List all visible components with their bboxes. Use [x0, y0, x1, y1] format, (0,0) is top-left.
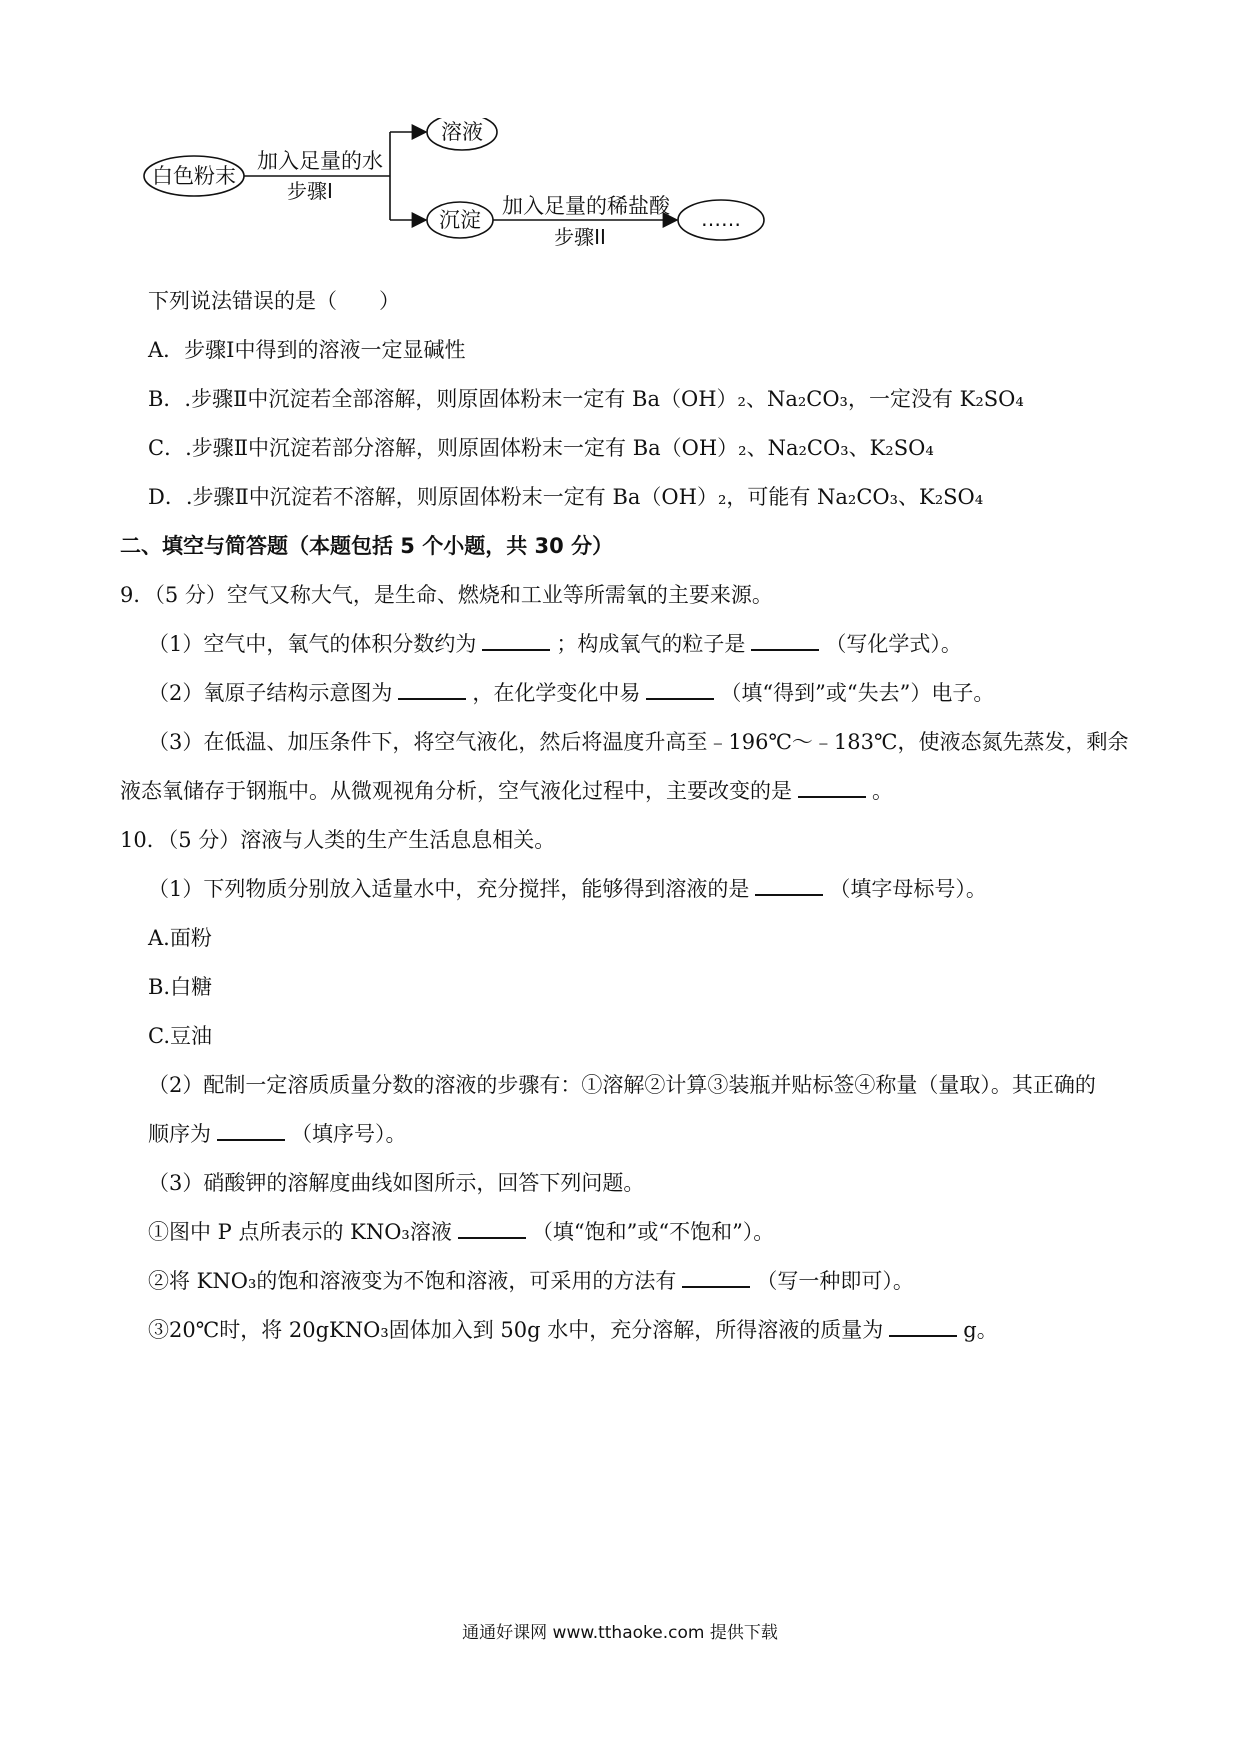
q9-part1-text-b: ；构成氧气的粒子是: [556, 632, 746, 656]
q8-stem: 下列说法错误的是（ ）: [148, 289, 400, 313]
q10-option-c: C.豆油: [148, 1024, 212, 1048]
footer-download-note: 通通好课网 www.tthaoke.com 提供下载: [462, 1623, 778, 1643]
q10-option-b: B.白糖: [148, 975, 213, 999]
q10-sub3-text-b: g。: [963, 1318, 998, 1342]
q9-part3-text-c: 。: [872, 779, 893, 803]
q10-part2-text-c: （填序号）。: [291, 1122, 407, 1146]
q9-part1-text-c: （写化学式）。: [825, 632, 962, 656]
step1-reagent: 加入足量的水: [257, 149, 383, 173]
q10-part2-line1: （2）配制一定溶质质量分数的溶液的步骤有：①溶解②计算③装瓶并贴标签④称量（量取）。其正确的: [148, 1073, 1096, 1097]
q9-stem: 9．（5 分）空气又称大气，是生命、燃烧和工业等所需氧的主要来源。: [120, 583, 773, 607]
answer-blank[interactable]: [458, 1217, 526, 1239]
precipitate-label: 沉淀: [439, 208, 481, 232]
q10-part1-text-a: （1）下列物质分别放入适量水中，充分搅拌，能够得到溶液的是: [148, 877, 750, 901]
q9-part2: [148, 678, 994, 708]
answer-blank[interactable]: [682, 1266, 750, 1288]
q10-sub1: [148, 1217, 774, 1247]
q8-option-d: D．.步骤Ⅱ中沉淀若不溶解，则原固体粉末一定有 Ba（OH）₂，可能有 Na₂CO₃、K₂SO₄: [148, 485, 984, 509]
q9-part3-line2: [120, 776, 893, 806]
q8-option-a: A．步骤Ⅰ中得到的溶液一定显碱性: [148, 338, 466, 362]
q10-sub3: [148, 1315, 998, 1345]
answer-blank[interactable]: [646, 678, 714, 700]
q10-sub3-text-a: ③20℃时，将 20gKNO₃固体加入到 50g 水中，充分溶解，所得溶液的质量为: [148, 1318, 884, 1342]
q10-sub2-text-b: （写一种即可）。: [756, 1269, 914, 1293]
q10-part3: （3）硝酸钾的溶解度曲线如图所示，回答下列问题。: [148, 1171, 645, 1195]
step2-label: 步骤II: [554, 225, 606, 249]
q10-part1: [148, 874, 987, 904]
q10-part2-text-b: 顺序为: [148, 1122, 211, 1146]
white-powder-label: 白色粉末: [152, 164, 236, 188]
q9-part2-text-c: （填“得到”或“失去”）电子。: [720, 681, 995, 705]
step2-reagent: 加入足量的稀盐酸: [502, 194, 670, 218]
q10-sub2-text-a: ②将 KNO₃的饱和溶液变为不饱和溶液，可采用的方法有: [148, 1269, 677, 1293]
q9-part3-text-b: 液态氧储存于钢瓶中。从微观视角分析，空气液化过程中，主要改变的是: [120, 779, 792, 803]
q9-part1-text-a: （1）空气中，氧气的体积分数约为: [148, 632, 477, 656]
flow-diagram: [140, 118, 880, 268]
q10-stem: 10．（5 分）溶液与人类的生产生活息息相关。: [120, 828, 556, 852]
q10-part1-text-b: （填字母标号）。: [829, 877, 987, 901]
q10-sub1-text-b: （填“饱和”或“不饱和”）。: [531, 1220, 775, 1244]
q9-part1: [148, 629, 962, 659]
section-heading: 二、填空与简答题（本题包括 5 个小题，共 30 分）: [120, 534, 614, 558]
q8-option-b: B．.步骤Ⅱ中沉淀若全部溶解，则原固体粉末一定有 Ba（OH）₂、Na₂CO₃，一定没有 K₂SO₄: [148, 387, 1024, 411]
answer-blank[interactable]: [217, 1119, 285, 1141]
result-label: ……: [701, 207, 741, 231]
q9-part3-line1: （3）在低温、加压条件下，将空气液化，然后将温度升高至﹣196℃～﹣183℃，使液态氮先蒸发，剩余: [148, 730, 1129, 754]
step1-label: 步骤I: [287, 179, 333, 203]
q9-part2-text-a: （2）氧原子结构示意图为: [148, 681, 393, 705]
answer-blank[interactable]: [398, 678, 466, 700]
answer-blank[interactable]: [889, 1315, 957, 1337]
q10-option-a: A.面粉: [148, 926, 212, 950]
answer-blank[interactable]: [751, 629, 819, 651]
solution-label: 溶液: [441, 120, 483, 144]
q10-part2-line2: [148, 1119, 407, 1149]
q10-sub1-text-a: ①图中 P 点所表示的 KNO₃溶液: [148, 1220, 452, 1244]
answer-blank[interactable]: [798, 776, 866, 798]
answer-blank[interactable]: [482, 629, 550, 651]
q9-part2-text-b: ，在化学变化中易: [472, 681, 641, 705]
q8-option-c: C．.步骤Ⅱ中沉淀若部分溶解，则原固体粉末一定有 Ba（OH）₂、Na₂CO₃、K₂SO₄: [148, 436, 934, 460]
answer-blank[interactable]: [755, 874, 823, 896]
q10-sub2: [148, 1266, 914, 1296]
